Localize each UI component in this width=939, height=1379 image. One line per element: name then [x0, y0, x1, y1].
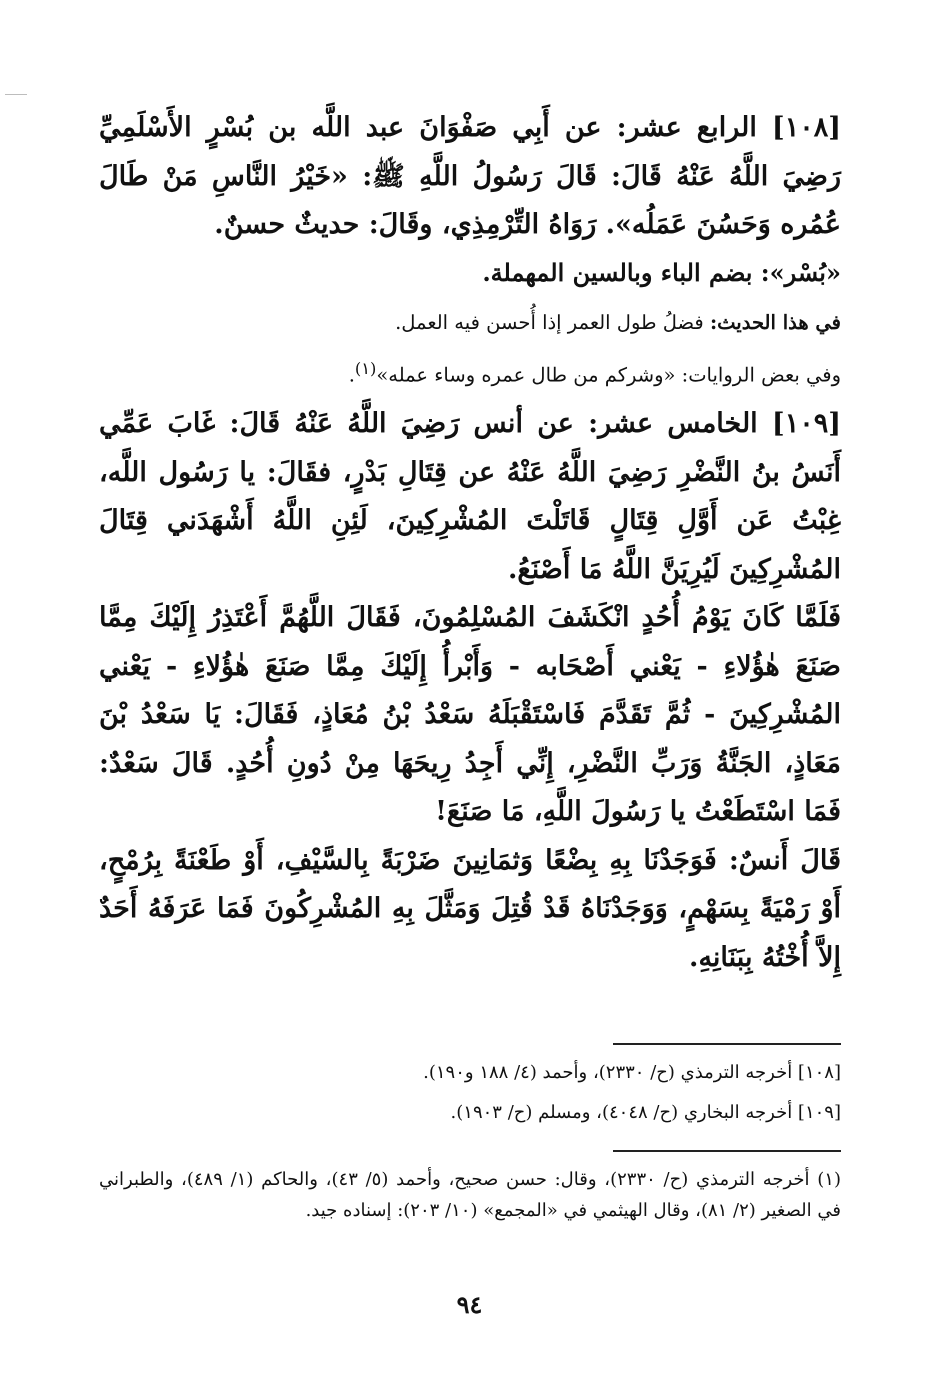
- page-number: ٩٤: [456, 1290, 483, 1319]
- hadith-109-para-1: [١٠٩] الخامس عشر: عن أنس رَضِيَ اللَّهُ عَنْهُ قَالَ: غَابَ عَمِّي أَنَسُ بنُ النَّضْرِ رَضِيَ اللَّهُ عَنْهُ عن قِتَالِ بَدْرٍ، فقَالَ: يا رَسُول اللَّه، غِبْتُ عَن أَوَّلِ قِتَالٍ قَاتَلْتَ المُشْرِكِينَ، لَئِنِ اللَّهُ أَشْهَدَني قِتَالَ المُشْرِكِينَ لَيُرِيَنَّ اللَّهُ مَا أَصْنَعُ.: [99, 408, 841, 585]
- reference-109: [١٠٩] أخرجه البخاري (ح/ ٤٠٤٨)، ومسلم (ح/ ١٩٠٣).: [450, 1102, 841, 1123]
- reference-108: [١٠٨] أخرجه الترمذي (ح/ ٢٣٣٠)، وأحمد (٤/ ١٨٨ و١٩٠).: [423, 1062, 841, 1083]
- hadith-108-lesson: [99, 308, 841, 338]
- footnote: (١) أخرجه الترمذي (ح/ ٢٣٣٠)، وقال: حسن صحيح، وأحمد (٥/ ٤٣)، والحاكم (١/ ٤٨٩)، والطبراني في الصغير (٢/ ٨١)، وقال الهيثمي في «المجمع» (١٠/ ٢٠٣): إسناده جيد.: [99, 1169, 841, 1221]
- hadith-108-text: [١٠٨] الرابع عشر: عن أَبِي صَفْوَانَ عبد اللَّه بن بُسْرٍ الأَسْلَمِيِّ رَضِيَ اللَّهُ عَنْهُ قَالَ: قَالَ رَسُولُ اللَّهِ ﷺ: «خَيْرُ النَّاسِ مَنْ طَالَ عُمُره وَحَسُنَ عَمَلُه». رَوَاهُ التِّرْمِذِي، وقَالَ: حديثٌ حسنٌ.: [99, 112, 841, 240]
- hadith-108-gloss: «بُسْر»: بضم الباء وبالسين المهملة.: [482, 257, 841, 287]
- footnote-divider: [613, 1150, 841, 1152]
- scan-corner-mark: [5, 94, 27, 95]
- references-divider: [613, 1043, 841, 1045]
- lesson-text: فضلُ طول العمر إذا أُحسن فيه العمل.: [395, 310, 710, 334]
- footnote-marker[interactable]: (١): [354, 358, 377, 378]
- lesson-lead: في هذا الحديث:: [709, 310, 841, 334]
- hadith-109-para-2: فَلَمَّا كَانَ يَوْمُ أُحُدٍ انْكَشَفَ المُسْلِمُونَ، فَقَالَ اللَّهُمَّ أَعْتَذِرُ إِلَيْكَ مِمَّا صَنَعَ هٰؤُلاءِ - يَعْني أَصْحَابه - وَأَبْرأُ إِلَيْكَ مِمَّا صَنَعَ هٰؤُلاءِ - يَعْني المُشْرِكِينَ - ثُمَّ تَقَدَّمَ فَاسْتَقْبَلَهُ سَعْدُ بْنُ مُعَاذٍ، فَقَالَ: يَا سَعْدُ بْنَ مَعَاذٍ، الجَنَّةُ وَرَبِّ النَّضْرِ، إِنِّي أَجِدُ رِيحَهَا مِنْ دُونِ أُحُدٍ. قَالَ سَعْدٌ: فَمَا اسْتَطَعْتُ يا رَسُولَ اللَّهِ، مَا صَنَعَ!: [99, 602, 841, 827]
- hadith-109-para-3: قَالَ أَنسٌ: فَوَجَدْنَا بِهِ بِضْعًا وَثمَانِينَ ضَرْبَةً بِالسَّيْفِ، أَوْ طَعْنَةً بِرُمْحٍ، أَوْ رَمْيَةً بِسَهْمٍ، وَوَجَدْنَاهُ قَدْ قُتِلَ وَمَثَّلَ بِهِ المُشْرِكُونَ فَمَا عَرَفَهُ أَحَدٌ إِلاَّ أُخْتُهُ بِبَنَانِهِ.: [99, 844, 841, 973]
- variant-end: .: [348, 363, 355, 386]
- references: [99, 1053, 841, 1133]
- main-text: [99, 104, 841, 982]
- hadith-108-variant: [99, 354, 841, 391]
- variant-text: وفي بعض الروايات: «وشركم من طال عمره وساء عمله»: [376, 363, 841, 386]
